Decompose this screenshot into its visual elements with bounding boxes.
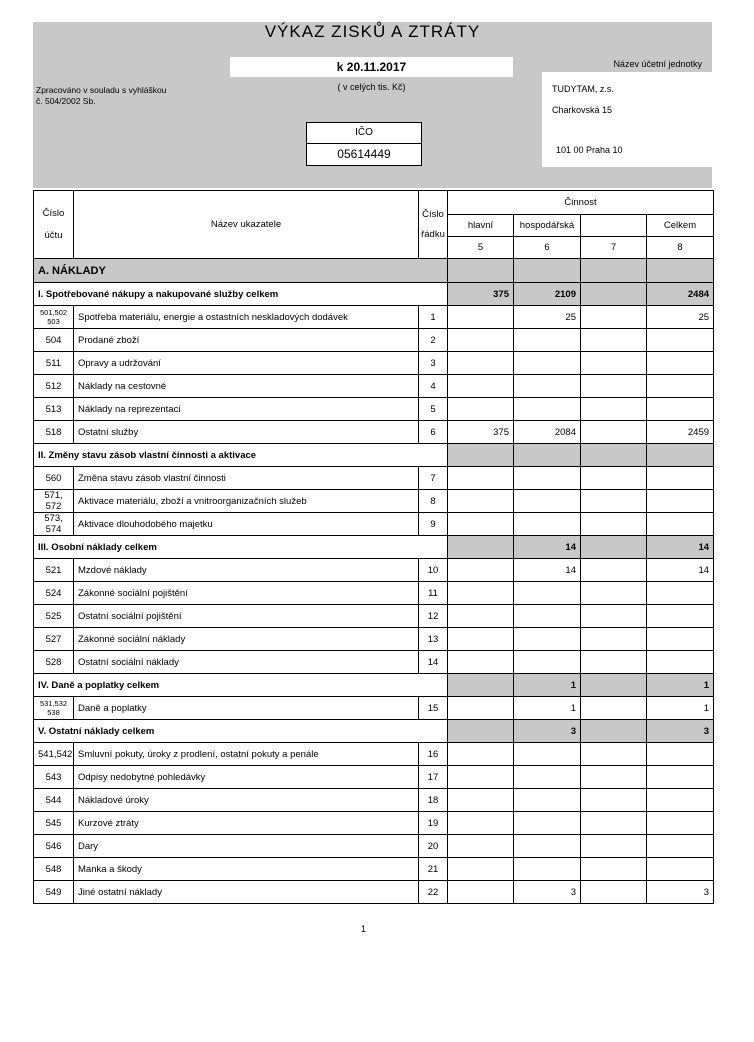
value-v7	[581, 467, 647, 490]
table-row	[34, 766, 714, 789]
value-v6	[514, 743, 581, 766]
row-number: 2	[419, 329, 448, 352]
value-v5	[448, 513, 514, 536]
ico-value: 05614449	[337, 147, 391, 161]
report-date: k 20.11.2017	[230, 57, 513, 77]
account-number: 501,502 503	[34, 306, 74, 329]
group-value-v8: 2484	[647, 283, 714, 306]
value-v5	[448, 490, 514, 513]
value-v5	[448, 605, 514, 628]
item-name: Změna stavu zásob vlastní činnosti	[74, 467, 419, 490]
value-v5	[448, 582, 514, 605]
account-number: 543	[34, 766, 74, 789]
col-num-5: 5	[448, 237, 514, 259]
item-name: Náklady na reprezentaci	[74, 398, 419, 421]
row-number: 8	[419, 490, 448, 513]
item-name: Zákonné sociální pojištění	[74, 582, 419, 605]
row-number: 14	[419, 651, 448, 674]
value-v5: 375	[448, 421, 514, 444]
group-row	[34, 283, 714, 306]
value-v7	[581, 490, 647, 513]
table-row	[34, 812, 714, 835]
value-v5	[448, 697, 514, 720]
value-v6	[514, 467, 581, 490]
col-num-6: 6	[514, 237, 581, 259]
item-name: Náklady na cestovné	[74, 375, 419, 398]
value-v8	[647, 398, 714, 421]
value-v7	[581, 605, 647, 628]
value-v8: 2459	[647, 421, 714, 444]
group-value-v6: 3	[514, 720, 581, 743]
value-v7	[581, 628, 647, 651]
value-v5	[448, 743, 514, 766]
legal-line-1: Zpracováno v souladu s vyhláškou	[36, 85, 167, 95]
table-row	[34, 858, 714, 881]
account-number: 548	[34, 858, 74, 881]
value-v8	[647, 582, 714, 605]
entity-label: Název účetní jednotky	[613, 59, 702, 69]
group-value-v5	[448, 444, 514, 467]
item-name: Mzdové náklady	[74, 559, 419, 582]
value-v7	[581, 513, 647, 536]
table-row	[34, 306, 714, 329]
value-v7	[581, 766, 647, 789]
units-note: ( v celých tis. Kč)	[337, 82, 406, 92]
entity-name: TUDYTAM, z.s.	[552, 84, 614, 94]
entity-street: Charkovská 15	[552, 105, 613, 115]
table-row	[34, 467, 714, 490]
item-name: Zákonné sociální náklady	[74, 628, 419, 651]
value-v6	[514, 605, 581, 628]
value-v6	[514, 835, 581, 858]
item-name: Kurzové ztráty	[74, 812, 419, 835]
value-v7	[581, 858, 647, 881]
group-value-v8: 1	[647, 674, 714, 697]
row-number: 12	[419, 605, 448, 628]
group-value-v8	[647, 444, 714, 467]
row-number: 16	[419, 743, 448, 766]
account-number: 521	[34, 559, 74, 582]
table-row	[34, 398, 714, 421]
item-name: Aktivace dlouhodobého majetku	[74, 513, 419, 536]
col-header-7-blank	[581, 215, 647, 237]
value-v6	[514, 513, 581, 536]
value-v5	[448, 812, 514, 835]
group-value-v6	[514, 444, 581, 467]
value-v5	[448, 766, 514, 789]
value-v6	[514, 812, 581, 835]
table-row	[34, 513, 714, 536]
table-row	[34, 881, 714, 904]
value-v6	[514, 789, 581, 812]
group-row	[34, 720, 714, 743]
value-v6	[514, 858, 581, 881]
table-row	[34, 329, 714, 352]
item-name: Ostatní sociální pojištění	[74, 605, 419, 628]
item-name: Opravy a udržování	[74, 352, 419, 375]
col-num-8: 8	[647, 237, 714, 259]
account-number: 513	[34, 398, 74, 421]
value-v7	[581, 375, 647, 398]
value-v7	[581, 743, 647, 766]
value-v6	[514, 766, 581, 789]
account-number: 504	[34, 329, 74, 352]
value-v7	[581, 421, 647, 444]
value-v5	[448, 375, 514, 398]
table-row	[34, 352, 714, 375]
item-name: Odpisy nedobytné pohledávky	[74, 766, 419, 789]
account-number: 573, 574	[34, 513, 74, 536]
group-value-v8: 14	[647, 536, 714, 559]
value-v6	[514, 628, 581, 651]
value-v6	[514, 651, 581, 674]
value-v8: 14	[647, 559, 714, 582]
row-number: 20	[419, 835, 448, 858]
group-label: IV. Daně a poplatky celkem	[34, 674, 448, 697]
row-number: 9	[419, 513, 448, 536]
col-header-total: Celkem	[647, 215, 714, 237]
row-number: 18	[419, 789, 448, 812]
account-number: 531,532 538	[34, 697, 74, 720]
table-row	[34, 628, 714, 651]
value-v6	[514, 398, 581, 421]
value-v8	[647, 858, 714, 881]
table-row	[34, 421, 714, 444]
account-number: 527	[34, 628, 74, 651]
table-row	[34, 651, 714, 674]
value-v5	[448, 398, 514, 421]
value-v7	[581, 559, 647, 582]
row-number: 10	[419, 559, 448, 582]
row-number: 7	[419, 467, 448, 490]
account-number: 525	[34, 605, 74, 628]
value-v5	[448, 789, 514, 812]
row-number: 5	[419, 398, 448, 421]
account-number: 541,542	[34, 743, 74, 766]
value-v8	[647, 651, 714, 674]
value-v6	[514, 582, 581, 605]
value-v7	[581, 582, 647, 605]
value-v6: 14	[514, 559, 581, 582]
value-v8	[647, 352, 714, 375]
value-v5	[448, 352, 514, 375]
item-name: Spotřeba materiálu, energie a ostastních neskladových dodávek	[74, 306, 419, 329]
value-v5	[448, 628, 514, 651]
group-row	[34, 536, 714, 559]
value-v8	[647, 812, 714, 835]
value-v6	[514, 490, 581, 513]
item-name: Dary	[74, 835, 419, 858]
value-v5	[448, 559, 514, 582]
account-number: 524	[34, 582, 74, 605]
group-value-v5	[448, 720, 514, 743]
col-header-economic: hospodářská	[514, 215, 581, 237]
value-v6: 2084	[514, 421, 581, 444]
row-number: 11	[419, 582, 448, 605]
value-v6	[514, 352, 581, 375]
value-v7	[581, 352, 647, 375]
value-v8	[647, 329, 714, 352]
value-v8	[647, 743, 714, 766]
value-v5	[448, 651, 514, 674]
account-number: 546	[34, 835, 74, 858]
legal-note	[36, 85, 166, 107]
value-v5	[448, 306, 514, 329]
row-number: 13	[419, 628, 448, 651]
row-number: 3	[419, 352, 448, 375]
group-row	[34, 674, 714, 697]
row-number: 6	[419, 421, 448, 444]
item-name: Jiné ostatní náklady	[74, 881, 419, 904]
account-number: 560	[34, 467, 74, 490]
value-v8: 3	[647, 881, 714, 904]
table-row	[34, 835, 714, 858]
value-v7	[581, 789, 647, 812]
group-row	[34, 444, 714, 467]
value-v8	[647, 605, 714, 628]
value-v8	[647, 375, 714, 398]
value-v5	[448, 835, 514, 858]
table-row	[34, 490, 714, 513]
col-header-main: hlavní	[448, 215, 514, 237]
entity-box	[542, 72, 712, 167]
ico-label: IČO	[307, 123, 421, 144]
row-number: 1	[419, 306, 448, 329]
table-row	[34, 743, 714, 766]
row-number: 17	[419, 766, 448, 789]
group-value-v5: 375	[448, 283, 514, 306]
account-number: 544	[34, 789, 74, 812]
value-v8	[647, 789, 714, 812]
item-name: Prodané zboží	[74, 329, 419, 352]
group-label: II. Změny stavu zásob vlastní činnosti a aktivace	[34, 444, 448, 467]
value-v6	[514, 375, 581, 398]
value-v8	[647, 513, 714, 536]
item-name: Ostatní sociální náklady	[74, 651, 419, 674]
page-number: 1	[360, 924, 366, 934]
table-row	[34, 559, 714, 582]
group-value-v7	[581, 720, 647, 743]
group-value-v7	[581, 536, 647, 559]
value-v7	[581, 812, 647, 835]
group-value-v7	[581, 444, 647, 467]
value-v8	[647, 766, 714, 789]
profit-loss-table	[33, 190, 714, 904]
group-value-v5	[448, 536, 514, 559]
section-row	[34, 259, 714, 283]
legal-line-2: č. 504/2002 Sb.	[36, 96, 96, 106]
value-v8: 25	[647, 306, 714, 329]
group-value-v6: 2109	[514, 283, 581, 306]
value-v7	[581, 329, 647, 352]
value-v6: 1	[514, 697, 581, 720]
report-title: VÝKAZ ZISKŮ A ZTRÁTY	[264, 22, 481, 41]
value-v8	[647, 628, 714, 651]
item-name: Aktivace materiálu, zboží a vnitroorganizačních služeb	[74, 490, 419, 513]
ico-box	[306, 122, 422, 166]
group-value-v7	[581, 674, 647, 697]
value-v7	[581, 881, 647, 904]
value-v8: 1	[647, 697, 714, 720]
group-value-v7	[581, 283, 647, 306]
col-num-7: 7	[581, 237, 647, 259]
table-row	[34, 582, 714, 605]
value-v5	[448, 467, 514, 490]
account-number: 549	[34, 881, 74, 904]
col-header-name: Název ukazatele	[74, 191, 419, 259]
account-number: 528	[34, 651, 74, 674]
group-label: I. Spotřebované nákupy a nakupované služby celkem	[34, 283, 448, 306]
item-name: Manka a škody	[74, 858, 419, 881]
account-number: 518	[34, 421, 74, 444]
value-v6	[514, 329, 581, 352]
row-number: 15	[419, 697, 448, 720]
value-v7	[581, 697, 647, 720]
col-header-activity: Činnost	[448, 191, 714, 215]
group-value-v6: 14	[514, 536, 581, 559]
group-value-v6: 1	[514, 674, 581, 697]
value-v7	[581, 835, 647, 858]
value-v8	[647, 490, 714, 513]
item-name: Daně a poplatky	[74, 697, 419, 720]
value-v6: 3	[514, 881, 581, 904]
value-v8	[647, 467, 714, 490]
table-row	[34, 697, 714, 720]
value-v7	[581, 306, 647, 329]
table-row	[34, 605, 714, 628]
table-row	[34, 789, 714, 812]
account-number: 511	[34, 352, 74, 375]
value-v7	[581, 651, 647, 674]
group-label: III. Osobní náklady celkem	[34, 536, 448, 559]
item-name: Ostatní služby	[74, 421, 419, 444]
table-row	[34, 375, 714, 398]
value-v6: 25	[514, 306, 581, 329]
group-label: V. Ostatní náklady celkem	[34, 720, 448, 743]
section-label: A. NÁKLADY	[34, 259, 448, 283]
value-v5	[448, 329, 514, 352]
value-v5	[448, 858, 514, 881]
row-number: 4	[419, 375, 448, 398]
row-number: 21	[419, 858, 448, 881]
account-number: 545	[34, 812, 74, 835]
group-value-v8: 3	[647, 720, 714, 743]
value-v5	[448, 881, 514, 904]
col-header-account: Číslo účtu	[34, 191, 74, 259]
item-name: Nákladové úroky	[74, 789, 419, 812]
entity-city: 101 00 Praha 10	[556, 145, 623, 155]
value-v7	[581, 398, 647, 421]
item-name: Smluvní pokuty, úroky z prodlení, ostatní pokuty a penále	[74, 743, 419, 766]
row-number: 19	[419, 812, 448, 835]
account-number: 571, 572	[34, 490, 74, 513]
account-number: 512	[34, 375, 74, 398]
col-header-row: Číslo řádku	[419, 191, 448, 259]
value-v8	[647, 835, 714, 858]
row-number: 22	[419, 881, 448, 904]
group-value-v5	[448, 674, 514, 697]
